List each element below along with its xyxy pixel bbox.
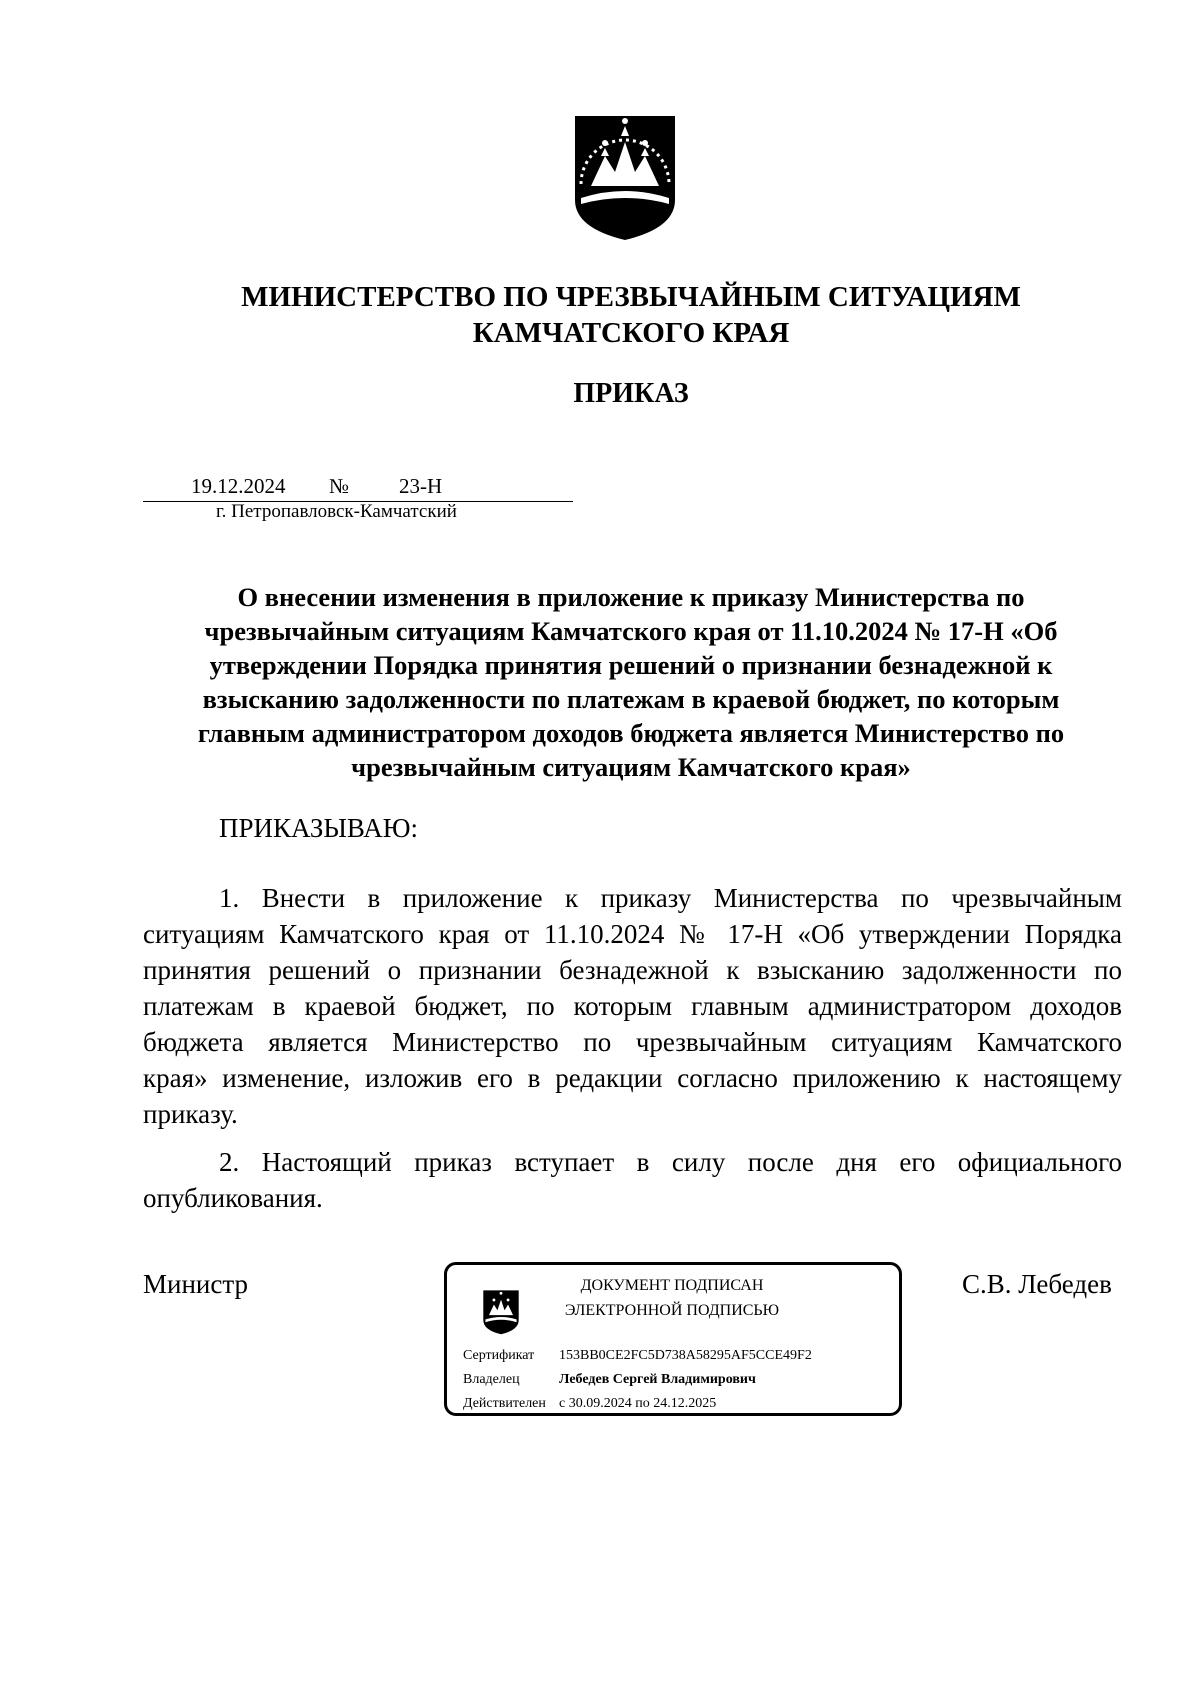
order-word: ПРИКАЗЫВАЮ: (219, 813, 418, 843)
certificate-label: Сертификат (463, 1348, 535, 1363)
document-number: 23-Н (399, 474, 443, 498)
stamp-owner-row (463, 1371, 756, 1389)
document-date: 19.12.2024 (191, 474, 286, 498)
signer-name: С.В. Лебедев (962, 1269, 1112, 1299)
certificate-value: 153BB0CE2FC5D738A58295AF5CCE49F2 (559, 1348, 812, 1363)
registration-line (143, 471, 573, 502)
paragraph-line: платежам в краевой бюджет, по которым главным администратором доходов (143, 991, 1122, 1021)
number-sign: № (329, 474, 350, 498)
stamp-title-line-2: ЭЛЕКТРОННОЙ ПОДПИСЬЮ (564, 1302, 780, 1319)
paragraph-line: бюджета является Министерство по чрезвычайным ситуациям Камчатского (143, 1027, 1122, 1057)
paragraph-line: принятия решений о признании безнадежной к взысканию задолженности по (143, 955, 1122, 985)
paragraph-line: края» изменение, изложив его в редакции согласно приложению к настоящему (143, 1063, 1122, 1093)
stamp-title-line-1: ДОКУМЕНТ ПОДПИСАН (580, 1277, 764, 1294)
kamchatka-coat-of-arms-icon (569, 112, 681, 242)
subject-line: чрезвычайным ситуациям Камчатского края от 11.10.2024 № 17-Н «Об (204, 616, 1058, 646)
subject-line: чрезвычайным ситуациям Камчатского края» (351, 752, 911, 782)
ministry-name-line-1: МИНИСТЕРСТВО ПО ЧРЕЗВЫЧАЙНЫМ СИТУАЦИЯМ (241, 281, 1021, 313)
subject-line: взысканию задолженности по платежам в краевой бюджет, по которым (202, 684, 1060, 714)
stamp-validity-row (463, 1395, 716, 1413)
subject-line: О внесении изменения в приложение к приказу Министерства по (237, 582, 1025, 612)
paragraph-line: опубликования. (143, 1183, 323, 1213)
paragraph-1 (143, 880, 1122, 1132)
paragraph-line: ситуациям Камчатского края от 11.10.2024 № 17-Н «Об утверждении Порядка (143, 919, 1122, 949)
city: г. Петропавловск-Камчатский (216, 501, 457, 522)
ministry-name-line-2: КАМЧАТСКОГО КРАЯ (472, 317, 790, 349)
stamp-certificate-row (463, 1347, 812, 1365)
paragraph-line: приказу. (143, 1099, 238, 1129)
electronic-signature-stamp (444, 1262, 902, 1416)
paragraph-line: 2. Настоящий приказ вступает в силу после дня его официального (219, 1147, 1122, 1177)
owner-value: Лебедев Сергей Владимирович (559, 1372, 756, 1387)
subject-line: утверждении Порядка принятия решений о признании безнадежной к (209, 650, 1053, 680)
paragraph-2 (143, 1144, 1122, 1216)
owner-label: Владелец (463, 1372, 520, 1387)
validity-value: с 30.09.2024 по 24.12.2025 (559, 1396, 717, 1411)
subject-line: главным администратором доходов бюджета является Министерство по (197, 718, 1065, 748)
kamchatka-coat-of-arms-icon (481, 1289, 521, 1335)
document-type: ПРИКАЗ (573, 378, 689, 409)
validity-label: Действителен (463, 1396, 546, 1411)
paragraph-line: 1. Внести в приложение к приказу Министерства по чрезвычайным (219, 883, 1122, 913)
signer-position: Министр (143, 1269, 248, 1299)
